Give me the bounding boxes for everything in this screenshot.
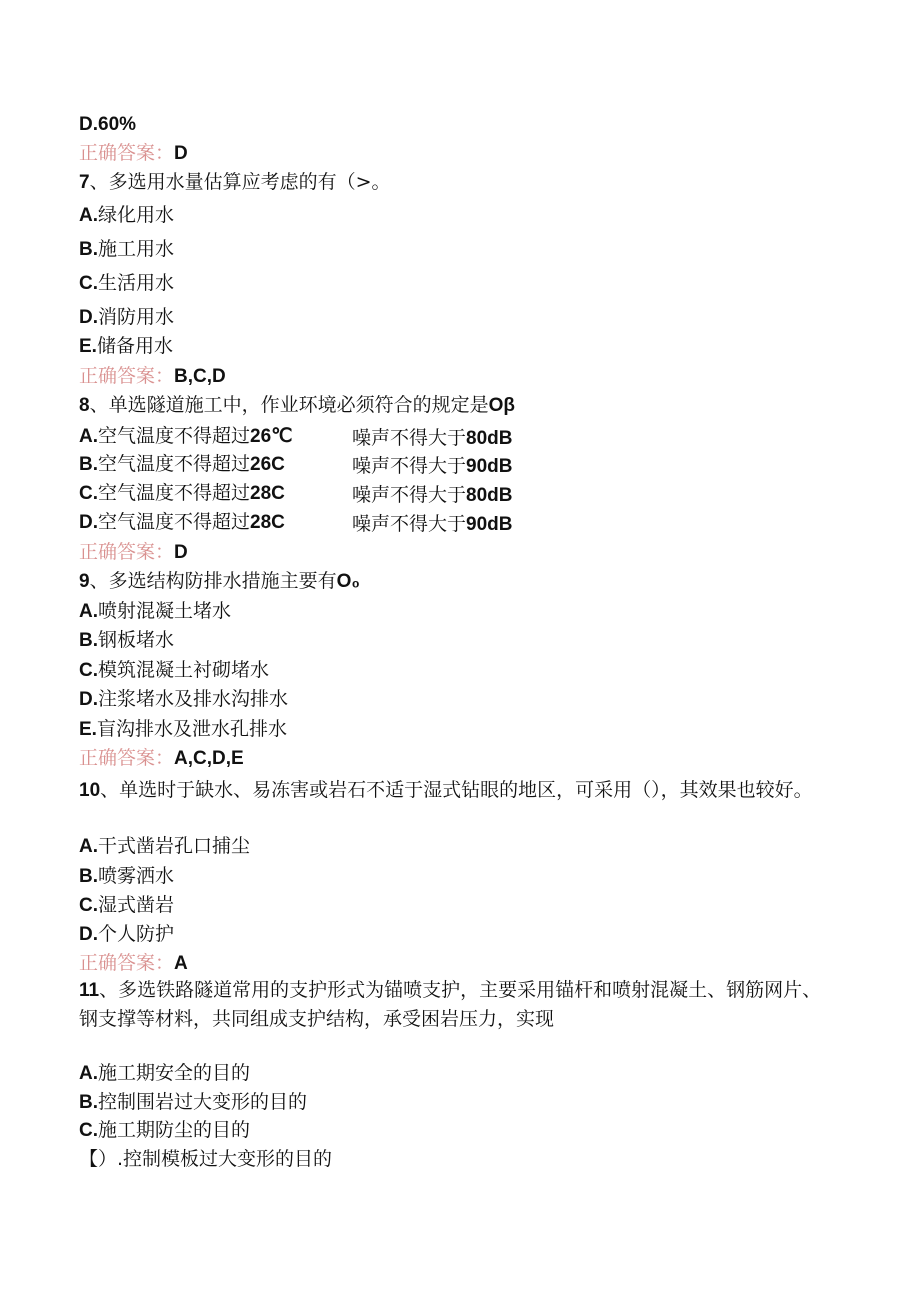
option-text: 生活用水	[98, 272, 175, 294]
q8-option-b-noise	[352, 454, 512, 479]
option-text: 喷雾洒水	[98, 865, 175, 887]
option-key: C.	[79, 483, 98, 504]
answer-value: D	[174, 542, 188, 563]
question-11-stem	[79, 976, 824, 1034]
option-text: 控制围岩过大变形的目的	[98, 1091, 308, 1113]
option-key: D.	[79, 924, 98, 945]
q11-option-d	[79, 1147, 332, 1171]
option-key: A.	[79, 601, 98, 622]
q9-option-d	[79, 687, 288, 712]
question-text: 、单选隧道施工中，作业环境必须符合的规定是	[89, 394, 489, 416]
noise-text: 噪声不得大于	[352, 427, 467, 449]
option-text: 空气温度不得超过	[98, 511, 251, 533]
option-key: C.	[79, 1120, 98, 1141]
option-text: 60%	[98, 114, 137, 135]
option-text: 消防用水	[98, 306, 175, 328]
question-number: 7	[79, 172, 90, 193]
answer-value: D	[174, 143, 188, 164]
q11-option-c	[79, 1118, 250, 1143]
noise-text: 噪声不得大于	[352, 513, 467, 535]
answer-label: 正确答案：	[79, 365, 175, 387]
question-9-stem	[79, 569, 360, 594]
option-key: C.	[79, 273, 98, 294]
prev-answer	[79, 141, 188, 166]
option-key: A.	[79, 426, 98, 447]
option-key: D.	[79, 114, 98, 135]
q10-answer	[79, 951, 188, 976]
q8-option-d	[79, 510, 285, 535]
noise-text: 噪声不得大于	[352, 455, 467, 477]
option-temp: 28C	[250, 483, 285, 504]
question-10-stem	[79, 776, 824, 805]
option-key: A.	[79, 205, 98, 226]
option-text: 盲沟排水及泄水孔排水	[96, 718, 287, 740]
noise-value: 90dB	[466, 456, 513, 477]
q11-option-a	[79, 1061, 250, 1086]
q9-option-b	[79, 628, 174, 653]
option-key: B.	[79, 1092, 98, 1113]
option-temp: 26C	[250, 454, 285, 475]
q7-option-b	[79, 237, 174, 262]
option-key: B.	[79, 630, 98, 651]
q9-option-a	[79, 599, 231, 624]
option-temp: 28C	[250, 512, 285, 533]
q9-option-e	[79, 717, 287, 742]
noise-text: 噪声不得大于	[352, 484, 467, 506]
q8-option-c-noise	[352, 483, 512, 508]
option-key: A.	[79, 836, 98, 857]
q8-option-a	[79, 424, 293, 449]
question-text: 、多选铁路隧道常用的支护形式为锚喷支护，主要采用锚杆和喷射混凝土、钢筋网片、钢支撑等材料，共同组成支护结构，承受困岩压力，实现	[79, 979, 822, 1030]
option-text: 空气温度不得超过	[98, 453, 251, 475]
answer-label: 正确答案：	[79, 952, 175, 974]
q8-option-b	[79, 452, 285, 477]
option-text: 注浆堵水及排水沟排水	[98, 688, 289, 710]
question-tail: Oβ	[488, 395, 515, 416]
option-text: 干式凿岩孔口捕尘	[98, 835, 251, 857]
option-text: 钢板堵水	[98, 629, 175, 651]
answer-label: 正确答案：	[79, 142, 175, 164]
q8-option-a-noise	[352, 426, 512, 451]
answer-value: A	[174, 953, 188, 974]
q8-option-d-noise	[352, 512, 512, 537]
question-number: 9	[79, 571, 90, 592]
answer-value: B,C,D	[174, 366, 226, 387]
option-key: D.	[79, 689, 98, 710]
q9-option-c	[79, 658, 269, 683]
q9-answer	[79, 746, 244, 771]
question-7-stem	[79, 170, 391, 195]
question-number: 11	[79, 980, 100, 1001]
q10-option-c	[79, 893, 174, 918]
option-text: 模筑混凝土衬砌堵水	[98, 659, 270, 681]
q10-option-d	[79, 922, 174, 947]
q7-option-c	[79, 271, 174, 296]
q7-option-e	[79, 334, 173, 359]
noise-value: 80dB	[466, 485, 513, 506]
option-text: 空气温度不得超过	[98, 482, 251, 504]
option-text: 喷射混凝土堵水	[98, 600, 232, 622]
q10-option-b	[79, 864, 174, 889]
option-key: E.	[79, 336, 97, 357]
option-key: B.	[79, 866, 98, 887]
option-text: 储备用水	[96, 335, 173, 357]
noise-value: 80dB	[466, 428, 513, 449]
q8-option-c	[79, 481, 285, 506]
option-key: C.	[79, 895, 98, 916]
option-text: 施工期防尘的目的	[98, 1119, 251, 1141]
answer-label: 正确答案：	[79, 541, 175, 563]
option-text: 控制模板过大变形的目的	[123, 1148, 333, 1170]
answer-label: 正确答案：	[79, 747, 175, 769]
option-key: D.	[79, 512, 98, 533]
option-temp: 26℃	[250, 426, 293, 447]
option-text: 湿式凿岩	[98, 894, 175, 916]
option-key: 【）.	[79, 1148, 124, 1170]
q7-option-a	[79, 203, 174, 228]
q11-option-b	[79, 1090, 307, 1115]
question-text: 、多选用水量估算应考虑的有（>。	[89, 171, 391, 193]
question-number: 10	[79, 780, 101, 801]
option-key: B.	[79, 239, 98, 260]
option-text: 施工期安全的目的	[98, 1062, 251, 1084]
q8-answer	[79, 540, 188, 565]
question-tail: O₀	[336, 571, 360, 592]
option-key: E.	[79, 719, 97, 740]
option-key: C.	[79, 660, 98, 681]
question-8-stem	[79, 393, 515, 418]
question-number: 8	[79, 395, 90, 416]
answer-value: A,C,D,E	[174, 748, 244, 769]
option-text: 施工用水	[98, 238, 175, 260]
q7-answer	[79, 364, 226, 389]
option-text: 个人防护	[98, 923, 175, 945]
option-key: D.	[79, 307, 98, 328]
option-key: B.	[79, 454, 98, 475]
noise-value: 90dB	[466, 514, 513, 535]
option-text: 空气温度不得超过	[98, 425, 251, 447]
question-text: 、单选时于缺水、易冻害或岩石不适于湿式钻眼的地区，可采用（），其效果也较好。	[100, 779, 813, 801]
option-key: A.	[79, 1063, 98, 1084]
q10-option-a	[79, 834, 250, 859]
q7-option-d	[79, 305, 174, 330]
question-text: 、多选结构防排水措施主要有	[89, 570, 337, 592]
prev-option-d	[79, 112, 136, 137]
option-text: 绿化用水	[98, 204, 175, 226]
